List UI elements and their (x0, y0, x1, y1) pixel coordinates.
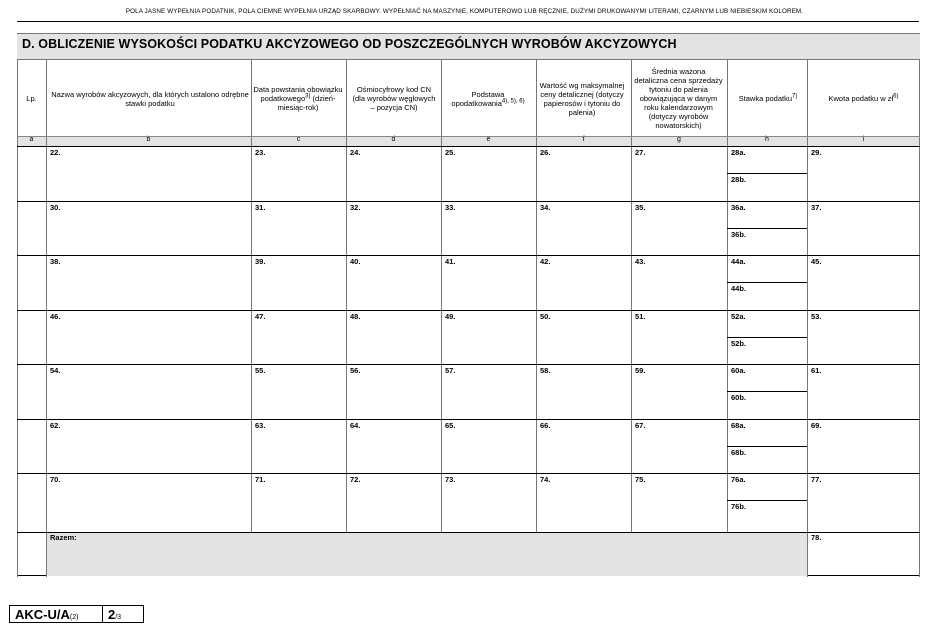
col-letter-c: c (296, 136, 301, 143)
col-letter-a: a (29, 136, 34, 143)
page-number (108, 607, 121, 622)
grid-line (727, 446, 807, 447)
col-letter-e: e (486, 136, 491, 143)
grid-line (17, 255, 920, 256)
header-tax-rate-text: Stawka podatku (738, 94, 793, 103)
field-c[interactable]: 23. (255, 148, 266, 157)
field-b[interactable]: 38. (50, 257, 61, 266)
field-c[interactable]: 71. (255, 475, 266, 484)
field-e[interactable]: 73. (445, 475, 456, 484)
footnote-ref: 7) (792, 93, 798, 100)
grid-line (17, 310, 920, 311)
page-current: 2 (108, 607, 116, 622)
grid-line (727, 60, 728, 532)
field-b[interactable]: 22. (50, 148, 61, 157)
field-rate-b[interactable]: 68b. (731, 447, 747, 457)
field-c[interactable]: 55. (255, 366, 266, 375)
grid-line (441, 60, 442, 532)
grid-line (807, 60, 808, 577)
grid-line (727, 173, 807, 174)
field-d[interactable]: 72. (350, 475, 361, 484)
section-d-form (17, 33, 920, 576)
field-i[interactable]: 61. (811, 366, 822, 375)
field-d[interactable]: 24. (350, 148, 361, 157)
field-g[interactable]: 75. (635, 475, 646, 484)
field-e[interactable]: 25. (445, 148, 456, 157)
field-g[interactable]: 59. (635, 366, 646, 375)
field-g[interactable]: 35. (635, 202, 646, 212)
field-e[interactable]: 57. (445, 366, 456, 375)
field-i[interactable]: 29. (811, 148, 822, 157)
header-tax-amount-text: Kwota podatku w zł (828, 94, 894, 103)
grid-line (919, 60, 920, 577)
field-e[interactable]: 33. (445, 202, 456, 212)
field-g[interactable]: 51. (635, 311, 646, 321)
header-tax-amount (807, 61, 920, 136)
header-lp: Lp. (26, 94, 37, 103)
field-c[interactable]: 39. (255, 257, 266, 266)
field-rate-b[interactable]: 76b. (731, 502, 747, 511)
total-label: Razem: (50, 533, 77, 542)
field-i[interactable]: 53. (811, 311, 822, 321)
grid-line (17, 473, 920, 474)
col-letter-b: b (146, 136, 151, 143)
grid-line (17, 146, 920, 147)
grid-line (536, 60, 537, 532)
grid-line (17, 136, 920, 137)
footnote-ref: 6) (893, 93, 899, 100)
grid-line (727, 228, 807, 229)
field-f[interactable]: 66. (540, 420, 551, 430)
grid-line (727, 391, 807, 392)
field-b[interactable]: 62. (50, 420, 61, 430)
section-header (17, 34, 920, 60)
field-f[interactable]: 42. (540, 257, 551, 266)
field-g[interactable]: 67. (635, 420, 646, 430)
col-letter-h: h (765, 136, 769, 143)
field-rate-a[interactable]: 28a. (731, 148, 746, 157)
field-i[interactable]: 37. (811, 202, 822, 212)
header-product-name: Nazwa wyrobów akcyzowych, dla których ustalono odrębne stawki podatku (51, 89, 249, 108)
header-weighted-avg-price: Średnia ważona detaliczna cena sprzedaży tytoniu do palenia obowiązująca w danym roku kalendarzowym (dotyczy wyrobów nowatorskich) (634, 67, 723, 130)
field-f[interactable]: 34. (540, 202, 551, 212)
grid-line (17, 201, 920, 202)
field-rate-b[interactable]: 28b. (731, 175, 747, 184)
col-letter-d: d (391, 136, 396, 143)
field-d[interactable]: 56. (350, 366, 361, 375)
field-b[interactable]: 46. (50, 311, 61, 321)
field-f[interactable]: 74. (540, 475, 551, 484)
field-f[interactable]: 50. (540, 311, 551, 321)
field-i[interactable]: 69. (811, 420, 822, 430)
form-instruction-note: POLA JASNE WYPEŁNIA PODATNIK, POLA CIEMNE WYPEŁNIA URZĄD SKARBOWY. WYPEŁNIAĆ NA MASZYNIE, KOMPUTEROWO LUB RĘCZNIE, DUŻYMI DRUKOWANYMI LITERAMI, CZARNYM LUB NIEBIESKIM KOLOREM. (125, 8, 804, 15)
total-field[interactable]: 78. (811, 533, 822, 542)
grid-line (46, 60, 47, 577)
field-g[interactable]: 27. (635, 148, 646, 157)
total-row-shade (46, 532, 807, 576)
grid-line (727, 282, 807, 283)
form-code-text: AKC-U/A (15, 607, 70, 622)
field-i[interactable]: 45. (811, 257, 822, 266)
grid-line (17, 364, 920, 365)
field-rate-b[interactable]: 36b. (731, 229, 747, 239)
header-tax-rate (729, 61, 807, 136)
field-d[interactable]: 32. (350, 202, 361, 212)
header-cn-code: Ośmiocyfrowy kod CN (dla wyrobów węglowych – pozycja CN) (352, 85, 436, 112)
col-letter-i: i (862, 136, 865, 143)
header-tax-base (442, 61, 534, 136)
col-letter-g: g (677, 136, 681, 143)
page-total: /3 (115, 614, 122, 621)
field-rate-b[interactable]: 52b. (731, 338, 747, 348)
field-d[interactable]: 40. (350, 257, 361, 266)
header-tax-date-text: Data powstania obowiązku podatkowego (253, 85, 343, 103)
grid-line (727, 337, 807, 338)
grid-line (17, 419, 920, 420)
field-rate-b[interactable]: 44b. (731, 284, 747, 293)
field-b[interactable]: 30. (50, 202, 61, 212)
field-c[interactable]: 31. (255, 202, 266, 212)
grid-line (251, 60, 252, 532)
field-e[interactable]: 49. (445, 311, 456, 321)
header-tax-base-text: Podstawa opodatkowania (451, 89, 505, 108)
field-b[interactable]: 54. (50, 366, 61, 375)
field-b[interactable]: 70. (50, 475, 61, 484)
field-f[interactable]: 58. (540, 366, 551, 375)
grid-line (346, 60, 347, 532)
field-d[interactable]: 64. (350, 420, 361, 430)
form-code (15, 607, 78, 622)
field-c[interactable]: 63. (255, 420, 266, 430)
grid-line (631, 60, 632, 532)
field-rate-a[interactable]: 68a. (731, 420, 746, 430)
field-c[interactable]: 47. (255, 311, 266, 321)
grid-line (17, 532, 920, 533)
form-version: (2) (69, 614, 79, 621)
field-g[interactable]: 43. (635, 257, 646, 266)
header-max-retail-value: Wartość wg maksymalnej ceny detalicznej (dotyczy papierosów i tytoniu do palenia) (539, 80, 625, 117)
field-e[interactable]: 41. (445, 257, 456, 266)
col-letter-f: f (582, 136, 585, 143)
footnote-ref: 4), 5), 6) (501, 98, 525, 104)
footer-divider (102, 606, 103, 622)
form-footer (9, 605, 144, 623)
field-rate-a[interactable]: 36a. (731, 202, 746, 212)
field-i[interactable]: 77. (811, 475, 822, 484)
field-rate-a[interactable]: 52a. (731, 311, 746, 321)
header-tax-date (252, 61, 344, 136)
grid-line (727, 500, 807, 501)
top-rule (17, 21, 919, 22)
field-e[interactable]: 65. (445, 420, 456, 430)
grid-line (17, 60, 18, 577)
section-title: D. OBLICZENIE WYSOKOŚCI PODATKU AKCYZOWEGO OD POSZCZEGÓLNYCH WYROBÓW AKCYZOWYCH (22, 37, 677, 51)
header-tax-date-format: (dzień-miesiąc-rok) (277, 94, 336, 112)
field-f[interactable]: 26. (540, 148, 551, 157)
field-rate-b[interactable]: 60b. (731, 393, 747, 402)
field-d[interactable]: 48. (350, 311, 361, 321)
field-rate-a[interactable]: 60a. (731, 366, 746, 375)
footnote-ref: 3) (305, 93, 311, 100)
field-rate-a[interactable]: 76a. (731, 475, 746, 484)
field-rate-a[interactable]: 44a. (731, 257, 746, 266)
